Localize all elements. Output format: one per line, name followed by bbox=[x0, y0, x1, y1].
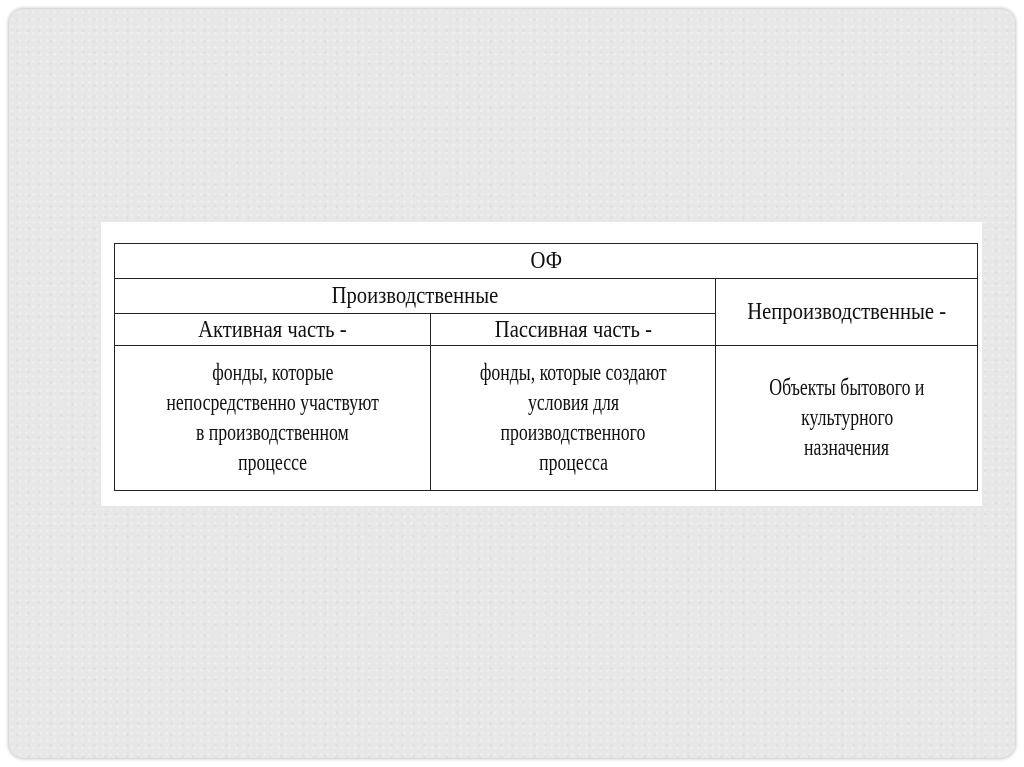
fixed-assets-table bbox=[114, 243, 978, 491]
passive-desc-line: производственного bbox=[500, 420, 646, 446]
nonproductive-cell bbox=[716, 279, 978, 346]
productive-text: Производственные bbox=[331, 283, 499, 309]
active-part-text: Активная часть - bbox=[198, 316, 347, 343]
active-desc-line: непосредственно участвуют bbox=[166, 390, 379, 416]
nonproductive-desc-line: Объекты бытового и bbox=[768, 375, 925, 401]
passive-desc-line: фонды, которые создают bbox=[479, 360, 667, 386]
nonproductive-text: Непроизводственные - bbox=[747, 299, 946, 325]
passive-part-text: Пассивная часть - bbox=[494, 316, 652, 343]
passive-desc-line: условия для bbox=[527, 390, 619, 416]
active-part-cell bbox=[115, 314, 431, 346]
active-desc-cell bbox=[115, 346, 431, 491]
nonproductive-desc-line: назначения bbox=[803, 435, 890, 461]
passive-desc-line: процесса bbox=[538, 450, 608, 476]
table-image-panel bbox=[101, 222, 982, 506]
header-cell bbox=[115, 244, 978, 279]
header-text: ОФ bbox=[530, 248, 562, 274]
productive-cell bbox=[115, 279, 716, 314]
passive-desc-cell bbox=[431, 346, 716, 491]
slide-background bbox=[9, 9, 1015, 758]
active-desc-line: процессе bbox=[238, 450, 307, 476]
nonproductive-desc-line: культурного bbox=[800, 405, 893, 431]
active-desc-line: в производственном bbox=[196, 420, 349, 446]
active-desc-line: фонды, которые bbox=[211, 360, 334, 386]
nonproductive-desc-cell bbox=[716, 346, 978, 491]
passive-part-cell bbox=[431, 314, 716, 346]
